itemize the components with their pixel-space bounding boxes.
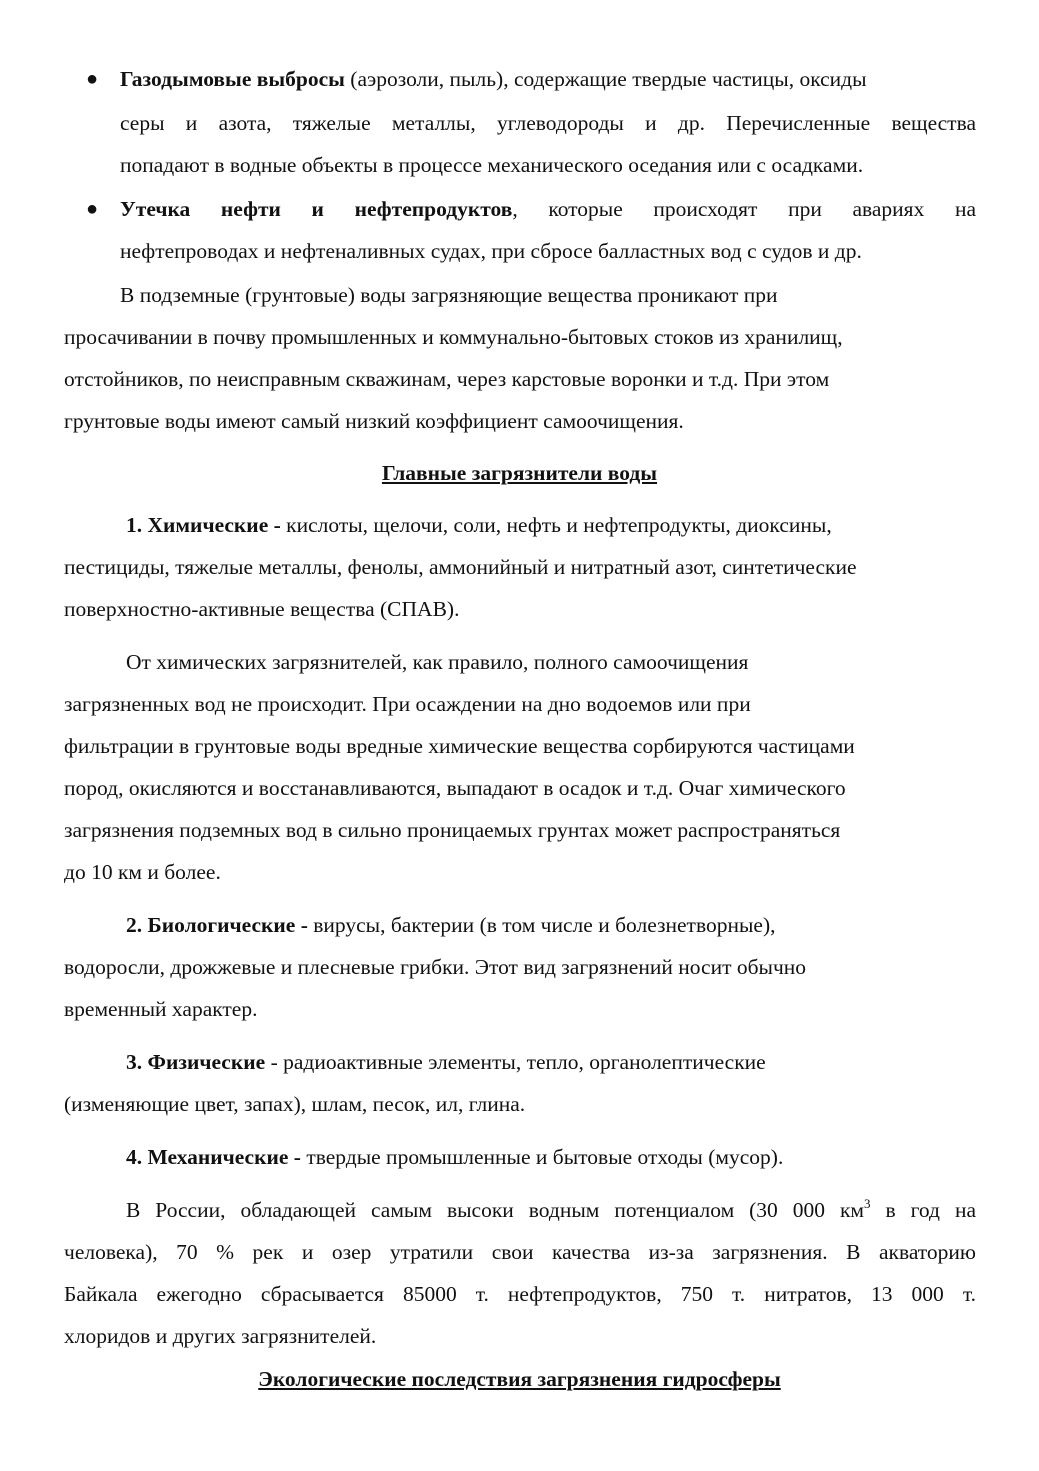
physical-line-1: 3. Физические - радиоактивные элементы, тепло, органолептические xyxy=(126,1050,766,1074)
russia-line-4: хлоридов и других загрязнителей. xyxy=(64,1324,377,1348)
chemical-line-3: поверхностно-активные вещества (СПАВ). xyxy=(64,597,460,621)
russia-line-1: В России, обладающей самым высоки водным потенциалом (30 000 $км^3$ в год на xyxy=(126,1196,976,1222)
bullet-2-line-2: нефтепроводах и нефтеналивных судах, при сбросе балластных вод с судов и др. xyxy=(120,239,862,263)
chemical-note-line-1: От химических загрязнителей, как правило, полного самоочищения xyxy=(126,650,749,674)
heading-consequences: Экологические последствия загрязнения гидросферы xyxy=(258,1367,781,1391)
bullet-1-term: Газодымовые выбросы xyxy=(120,67,345,91)
groundwater-line-3: отстойников, по неисправным скважинам, через карстовые воронки и т.д. При этом xyxy=(64,367,830,391)
biological-line-2: водоросли, дрожжевые и плесневые грибки. Этот вид загрязнений носит обычно xyxy=(64,955,807,979)
chemical-note-line-4: пород, окисляются и восстанавливаются, выпадают в осадок и т.д. Очаг химического xyxy=(64,776,846,800)
chemical-note-line-6: до 10 км и более. xyxy=(64,860,221,884)
chemical-term: 1. Химические - xyxy=(126,513,281,537)
bullet-1-line-2: серы и азота, тяжелые металлы, углеводороды и др. Перечисленные вещества xyxy=(120,111,976,135)
groundwater-line-4: грунтовые воды имеют самый низкий коэффициент самоочищения. xyxy=(64,409,684,433)
bullet-marker: ● xyxy=(86,198,99,220)
heading-main-pollutants: Главные загрязнители воды xyxy=(381,461,658,485)
bullet-1-line-1: Газодымовые выбросы (аэрозоли, пыль), содержащие твердые частицы, оксиды xyxy=(120,67,867,91)
bullet-1-line-3: попадают в водные объекты в процессе механического оседания или с осадками. xyxy=(120,153,864,177)
mechanical-line-1: 4. Механические - твердые промышленные и бытовые отходы (мусор). xyxy=(126,1145,784,1169)
russia-line-2: человека), 70 % рек и озер утратили свои качества из-за загрязнения. В акваторию xyxy=(64,1240,976,1264)
biological-term: 2. Биологические - xyxy=(126,913,308,937)
chemical-note-line-5: загрязнения подземных вод в сильно проницаемых грунтах может распространяться xyxy=(64,818,841,842)
groundwater-line-1: В подземные (грунтовые) воды загрязняющие вещества проникают при xyxy=(120,283,778,307)
biological-line-3: временный характер. xyxy=(64,997,258,1021)
bullet-2-line-1: Утечка нефти и нефтепродуктов, которые происходят при авариях на xyxy=(120,197,976,221)
physical-term: 3. Физические xyxy=(126,1050,266,1074)
chemical-note-line-2: загрязненных вод не происходит. При осаждении на дно водоемов или при xyxy=(64,692,751,716)
bullet-2-term: Утечка нефти и нефтепродуктов xyxy=(120,197,513,221)
chemical-line-2: пестициды, тяжелые металлы, фенолы, аммонийный и нитратный азот, синтетические xyxy=(64,555,857,579)
mechanical-term: 4. Механические - xyxy=(126,1145,301,1169)
chemical-line-1: 1. Химические - кислоты, щелочи, соли, нефть и нефтепродукты, диоксины, xyxy=(126,513,832,537)
chemical-note-line-3: фильтрации в грунтовые воды вредные химические вещества сорбируются частицами xyxy=(64,734,855,758)
superscript-3: 3 xyxy=(864,1196,871,1211)
groundwater-line-2: просачивании в почву промышленных и коммунально-бытовых стоков из хранилищ, xyxy=(64,325,843,349)
russia-line-3: Байкала ежегодно сбрасывается 85000 т. нефтепродуктов, 750 т. нитратов, 13 000 т. xyxy=(64,1282,976,1306)
biological-line-1: 2. Биологические - вирусы, бактерии (в том числе и болезнетворные), xyxy=(126,913,776,937)
bullet-marker: ● xyxy=(86,68,99,90)
physical-line-2: (изменяющие цвет, запах), шлам, песок, ил, глина. xyxy=(64,1092,526,1116)
